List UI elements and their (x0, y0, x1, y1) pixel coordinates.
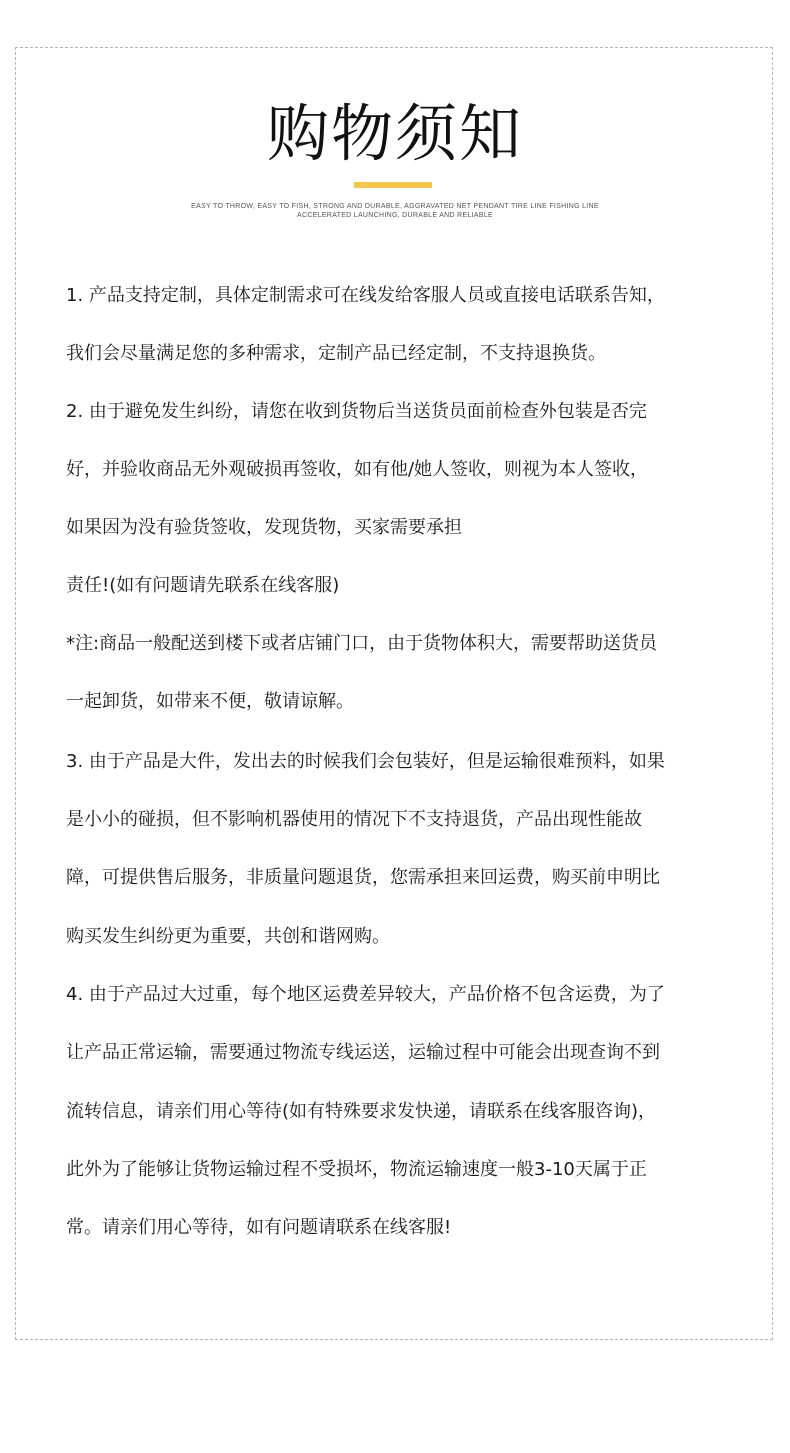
notice-line-14: 让产品正常运输，需要通过物流专线运送，运输过程中可能会出现查询不到 (66, 1042, 660, 1063)
subtitle (0, 202, 790, 220)
notice-line-11: 障，可提供售后服务，非质量问题退货，您需承担来回运费，购买前申明比 (66, 867, 660, 888)
subtitle-line-2: ACCELERATED LAUNCHING, DURABLE AND RELIABLE (297, 212, 493, 219)
notice-line-7: *注:商品一般配送到楼下或者店铺门口，由于货物体积大，需要帮助送货员 (66, 633, 658, 654)
notice-line-2: 我们会尽量满足您的多种需求，定制产品已经定制，不支持退换货。 (66, 343, 606, 364)
notice-line-13: 4. 由于产品过大过重，每个地区运费差异较大，产品价格不包含运费，为了 (66, 984, 665, 1005)
notice-line-1: 1. 产品支持定制，具体定制需求可在线发给客服人员或直接电话联系告知， (66, 285, 665, 306)
notice-line-8: 一起卸货，如带来不便，敬请谅解。 (66, 691, 354, 712)
notice-line-17: 常。请亲们用心等待，如有问题请联系在线客服! (66, 1217, 452, 1238)
notice-line-15: 流转信息，请亲们用心等待(如有特殊要求发快递，请联系在线客服咨询)， (66, 1101, 657, 1122)
notice-line-16: 此外为了能够让货物运输过程不受损坏，物流运输速度一般3-10天属于正 (66, 1159, 647, 1180)
notice-line-6: 责任!(如有问题请先联系在线客服) (66, 575, 340, 596)
notice-line-12: 购买发生纠纷更为重要，共创和谐网购。 (66, 926, 390, 947)
notice-line-4: 好，并验收商品无外观破损再签收，如有他/她人签收，则视为本人签收， (66, 459, 649, 480)
notice-line-10: 是小小的碰损，但不影响机器使用的情况下不支持退货，产品出现性能故 (66, 809, 642, 830)
notice-line-3: 2. 由于避免发生纠纷，请您在收到货物后当送货员面前检查外包装是否完 (66, 401, 647, 422)
title-accent-bar (354, 182, 432, 188)
page-title: 购物须知 (266, 97, 523, 170)
notice-line-5: 如果因为没有验货签收，发现货物，买家需要承担 (66, 517, 462, 538)
notice-line-9: 3. 由于产品是大件，发出去的时候我们会包装好，但是运输很难预料，如果 (66, 751, 665, 772)
subtitle-line-1: EASY TO THROW, EASY TO FISH, STRONG AND DURABLE, AGGRAVATED NET PENDANT TIRE LINE FISHING LINE (191, 203, 599, 210)
